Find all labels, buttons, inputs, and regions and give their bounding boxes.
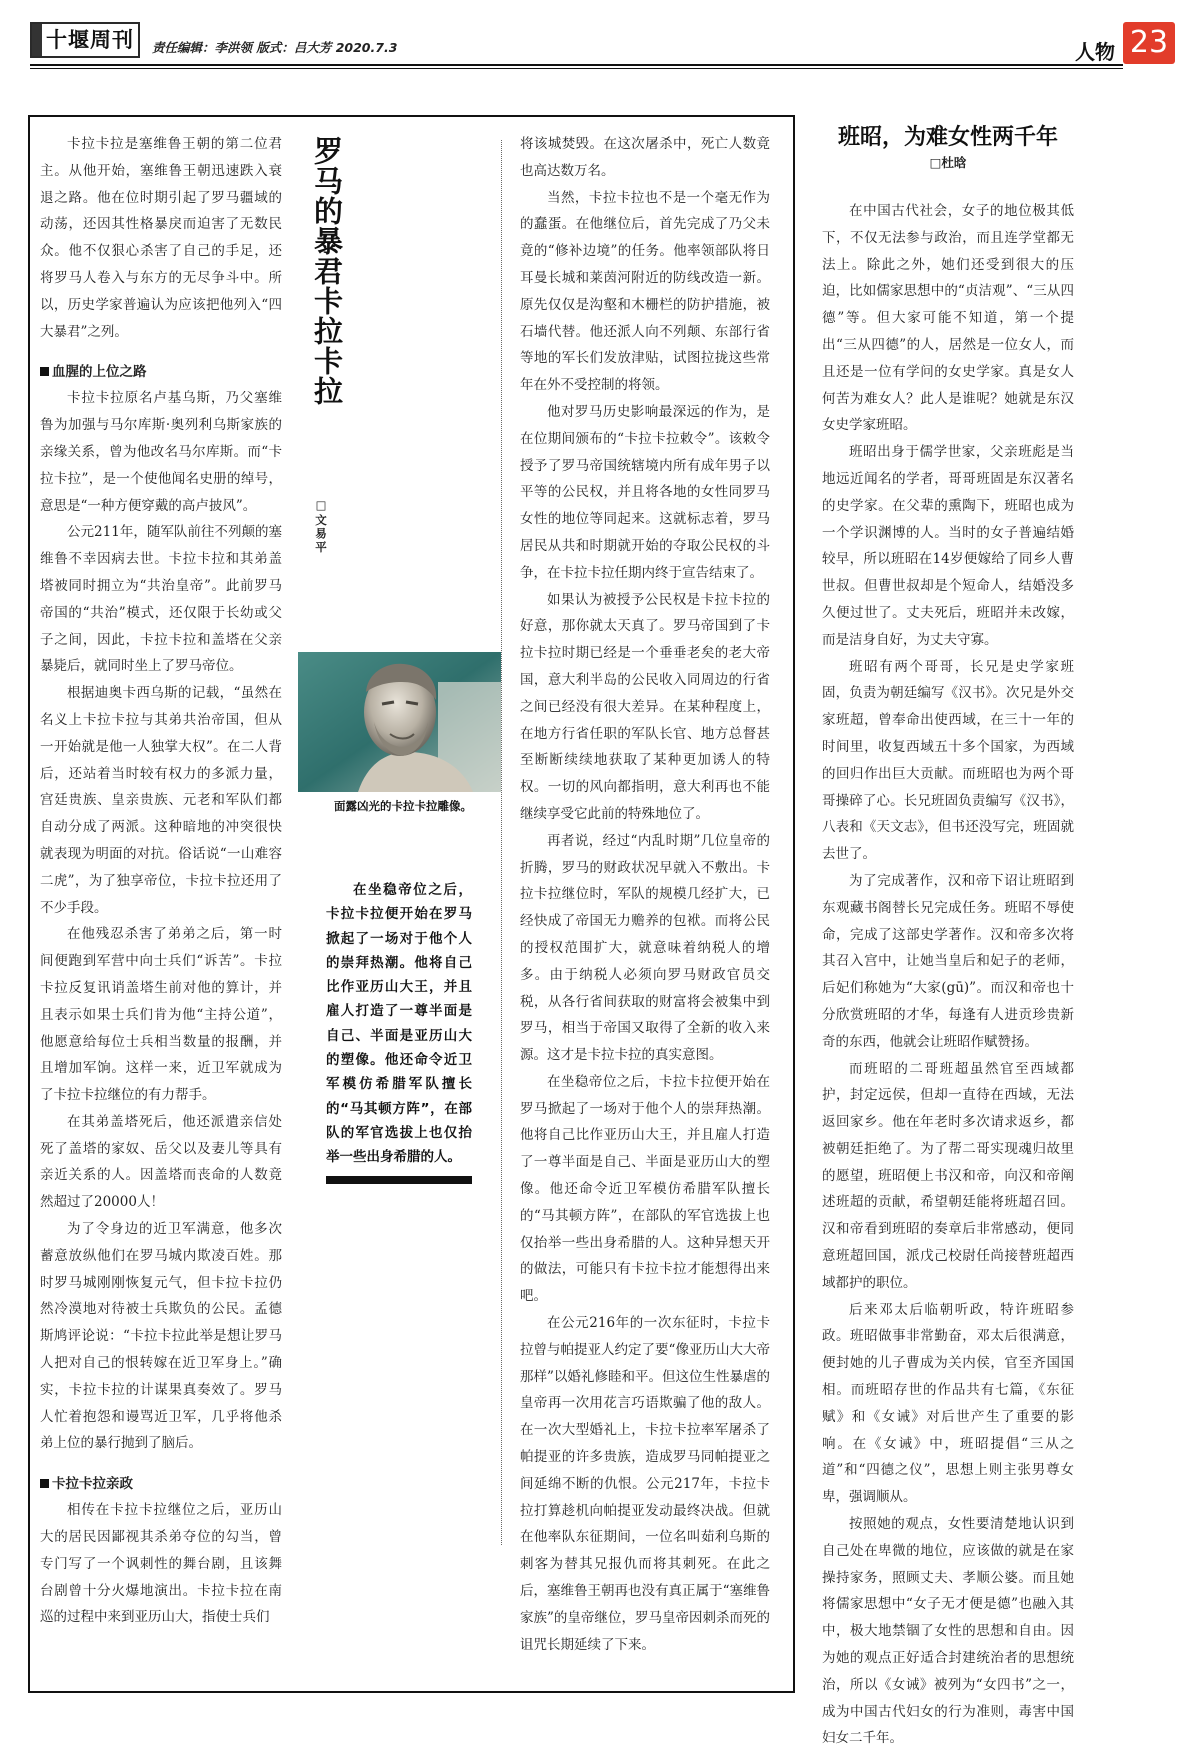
section-heading xyxy=(40,1471,282,1497)
article1-column-3 xyxy=(520,131,770,1658)
paragraph: 卡拉卡拉是塞维鲁王朝的第二位君主。从他开始，塞维鲁王朝迅速跌入衰退之路。他在位时期引起了罗马疆域的动荡，还因其性格暴戾而迫害了无数民众。他不仅狠心杀害了自己的手足，还将罗马人卷入与东方的无尽争斗中。所以，历史学家普遍认为应该把他列入“四大暴君”之列。 xyxy=(40,136,282,340)
article2-title: 班昭，为难女性两千年 xyxy=(837,124,1058,150)
article2-author: □杜晗 xyxy=(929,155,967,170)
paragraph: 相传在卡拉卡拉继位之后，亚历山大的居民因鄙视其杀弟夺位的勾当，曾专门写了一个讽刺性的舞台剧，且该舞台剧曾十分火爆地演出。卡拉卡拉在南巡的过程中来到亚历山大，指使士兵们 xyxy=(40,1502,282,1626)
paragraph: 在中国古代社会，女子的地位极其低下，不仅无法参与政治，而且连学堂都无法上。除此之外，她们还受到很大的压迫，比如儒家思想中的“贞洁观”、“三从四德”等。但大家可能不知道，第一个提出“三从四德”的人，居然是一位女人，而且还是一位有学问的女史学家。真是女人何苦为难女人？此人是谁呢？她就是东汉女史学家班昭。 xyxy=(822,203,1074,434)
article1-title: 罗马的暴君卡拉卡拉 xyxy=(310,136,344,406)
paragraph: 当然，卡拉卡拉也不是一个毫无作为的蠢蛋。在他继位后，首先完成了乃父未竟的“修补边境”的任务。他率领部队将日耳曼长城和莱茵河附近的防线改造一新。原先仅仅是沟壑和木栅栏的防护措施，被石墙代替。他还派人向不列颠、东部行省等地的军长们发放津贴，试图拉拢这些常年在外不受控制的将领。 xyxy=(520,189,770,394)
pull-quote: 在坐稳帝位之后，卡拉卡拉便开始在罗马掀起了一场对于他个人的崇拜热潮。他将自己比作亚历山大王，并且雇人打造了一尊半面是自己、半面是亚历山大的塑像。他还命令近卫军模仿希腊军队擅长的“马其顿方阵”，在部队的军官选拔上也仅抬举一些出身希腊的人。 xyxy=(326,882,472,1166)
section-square-icon xyxy=(40,367,49,376)
paragraph: 再者说，经过“内乱时期”几位皇帝的折腾，罗马的财政状况早就入不敷出。卡拉卡拉继位时，军队的规模几经扩大，已经快成了帝国无力赡养的包袱。而将公民的授权范围扩大，就意味着纳税人的增多。由于纳税人必须向罗马财政官员交税，从各行省间获取的财富将会被集中到罗马，相当于帝国又取得了全新的收入来源。这才是卡拉卡拉的真实意图。 xyxy=(520,832,770,1064)
paragraph: 班昭有两个哥哥，长兄是史学家班固，负责为朝廷编写《汉书》。次兄是外交家班超，曾奉命出使西域，在三十一年的时间里，收复西域五十多个国家，为西域的回归作出巨大贡献。而班昭也为两个哥哥操碎了心。长兄班固负责编写《汉书》，八表和《天文志》，但书还没写完，班固就去世了。 xyxy=(822,658,1074,863)
logo-text: 十堰周刊 xyxy=(46,26,134,52)
section-name: 人物 xyxy=(1075,40,1115,64)
paragraph: 在其弟盖塔死后，他还派遣亲信处死了盖塔的家奴、岳父以及妻儿等具有亲近关系的人。因盖塔而丧命的人数竟然超过了20000人！ xyxy=(40,1113,282,1211)
header-meta: 责任编辑：李洪领 版式：吕大芳 2020.7.3 xyxy=(152,40,398,55)
paragraph: 后来邓太后临朝听政，特许班昭参政。班昭做事非常勤奋，邓太后很满意，便封她的儿子曹成为关内侯，官至齐国国相。而班昭存世的作品共有七篇，《东征赋》和《女诫》对后世产生了重要的影响。在《女诫》中，班昭提倡“三从之道”和“四德之仪”，思想上则主张男尊女卑，强调顺从。 xyxy=(822,1301,1074,1506)
caracalla-statue-photo xyxy=(298,652,501,792)
paragraph: 在他残忍杀害了弟弟之后，第一时间便跑到军营中向士兵们“诉苦”。卡拉卡拉反复讯诮盖塔生前对他的算计，并且表示如果士兵们肯为他“主持公道”，他愿意给每位士兵相当数量的报酬，并且增加军饷。这样一来，近卫军就成为了卡拉卡拉继位的有力帮手。 xyxy=(40,926,282,1104)
paragraph: 如果认为被授予公民权是卡拉卡拉的好意，那你就太天真了。罗马帝国到了卡拉卡拉时期已经是一个垂垂老矣的老大帝国，意大利半岛的公民收入同周边的行省之间已经没有很大差异。在某种程度上，在地方行省任职的军队长官、地方总督甚至断断续续地获取了某种更加诱人的特权。一切的风向都指明，意大利再也不能继续享受它此前的特殊地位了。 xyxy=(520,591,770,822)
paragraph: 在坐稳帝位之后，卡拉卡拉便开始在罗马掀起了一场对于他个人的崇拜热潮。他将自己比作亚历山大王，并且雇人打造了一尊半面是自己、半面是亚历山大的塑像。他还命令近卫军模仿希腊军队擅长的“马其顿方阵”，在部队的军官选拔上也仅抬举一些出身希腊的人。这种异想天开的做法，可能只有卡拉卡拉才能想得出来吧。 xyxy=(520,1073,770,1305)
paragraph: 根据迪奥卡西乌斯的记载，“虽然在名义上卡拉卡拉与其弟共治帝国，但从一开始就是他一人独掌大权”。在二人背后，还站着当时较有权力的多派力量，宫廷贵族、皇亲贵族、元老和军队们都自动分成了两派。这种暗地的冲突很快就表现为明面的对抗。俗话说“一山难容二虎”，为了独享帝位，卡拉卡拉还用了不少手段。 xyxy=(40,685,282,916)
photo-caption: 面露凶光的卡拉卡拉雕像。 xyxy=(334,799,472,813)
paragraph: 按照她的观点，女性要清楚地认识到自己处在卑微的地位，应该做的就是在家操持家务，照顾丈夫、孝顺公婆。而且她将儒家思想中“女子无才便是德”也融入其中，极大地禁锢了女性的思想和自由。因为她的观点正好适合封建统治者的思想统治，所以《女诫》被列为“女四书”之一，成为中国古代妇女的行为准则，毒害中国妇女二千年。 xyxy=(822,1516,1074,1747)
paragraph: 卡拉卡拉原名卢基乌斯，乃父塞维鲁为加强与马尔库斯·奥列利乌斯家族的亲缘关系，曾为他改名马尔库斯。而“卡拉卡拉”，是一个使他闻名史册的绰号，意思是“一种方便穿戴的高卢披风”。 xyxy=(40,390,282,514)
page-header xyxy=(30,22,1175,68)
page-number: 23 xyxy=(1123,22,1175,64)
header-rule xyxy=(30,64,1123,66)
paragraph: 在公元216年的一次东征时，卡拉卡拉曾与帕提亚人约定了要“像亚历山大大帝那样”以婚礼修睦和平。但这位生性暴虐的皇帝再一次用花言巧语欺骗了他的敌人。在一次大型婚礼上，卡拉卡拉率军屠杀了帕提亚的许多贵族，造成罗马同帕提亚之间延绵不断的仇恨。公元217年，卡拉卡拉打算趁机向帕提亚发动最终决战。但就在他率队东征期间，一位名叫茹利乌斯的刺客为替其兄报仇而将其刺死。在此之后，塞维鲁王朝再也没有真正属于“塞维鲁家族”的皇帝继位，罗马皇帝因刺杀而死的诅咒长期延续了下来。 xyxy=(520,1315,770,1653)
header-rule-thin xyxy=(30,68,1123,69)
paragraph: 将该城焚毁。在这次屠杀中，死亡人数竟也高达数万名。 xyxy=(520,136,770,179)
statue-image xyxy=(298,652,501,792)
section-heading-text: 血腥的上位之路 xyxy=(52,364,147,381)
section-square-icon xyxy=(40,1479,49,1488)
paragraph: 他对罗马历史影响最深远的作为，是在位期间颁布的“卡拉卡拉敕令”。该敕令授予了罗马帝国统辖境内所有成年男子以平等的公民权，并且将各地的女性同罗马女性的地位等同起来。这就标志着，罗马居民从共和时期就开始的夺取公民权的斗争，在卡拉卡拉任期内终于宣告结束了。 xyxy=(520,403,770,581)
column-divider xyxy=(501,140,502,1545)
paragraph: 公元211年，随军队前往不列颠的塞维鲁不幸因病去世。卡拉卡拉和其弟盖塔被同时拥立为“共治皇帝”。此前罗马帝国的“共治”模式，还仅限于长幼或父子之间，因此，卡拉卡拉和盖塔在父亲暴毙后，就同时坐上了罗马帝位。 xyxy=(40,524,282,675)
newspaper-logo xyxy=(30,22,140,58)
logo-bar-icon xyxy=(32,24,42,56)
article1-column-1 xyxy=(40,131,282,1631)
paragraph: 班昭出身于儒学世家，父亲班彪是当地远近闻名的学者，哥哥班固是东汉著名的史学家。在父辈的熏陶下，班昭也成为一个学识渊博的人。当时的女子普遍结婚较早，所以班昭在14岁便嫁给了同乡人曹世叔。但曹世叔却是个短命人，结婚没多久便过世了。丈夫死后，班昭并未改嫁，而是洁身自好，为丈夫守寡。 xyxy=(822,444,1074,648)
article1-author: □文易平 xyxy=(314,498,328,555)
paragraph: 为了令身边的近卫军满意，他多次蓄意放纵他们在罗马城内欺凌百姓。那时罗马城刚刚恢复元气，但卡拉卡拉仍然冷漠地对待被士兵欺负的公民。孟德斯鸠评论说：“卡拉卡拉此举是想让罗马人把对自己的恨转嫁在近卫军身上。”确实，卡拉卡拉的计谋果真奏效了。罗马人忙着抱怨和谩骂近卫军，几乎将他杀弟上位的暴行抛到了脑后。 xyxy=(40,1221,282,1452)
paragraph: 而班昭的二哥班超虽然官至西域都护，封定远侯，但却一直待在西域，无法返回家乡。他在年老时多次请求返乡，都被朝廷拒绝了。为了帮二哥实现魂归故里的愿望，班昭便上书汉和帝，向汉和帝阐述班超的贡献，希望朝廷能将班超召回。汉和帝看到班昭的奏章后非常感动，便同意班超回国，派戊己校尉任尚接替班超西域都护的职位。 xyxy=(822,1060,1074,1291)
article2-body xyxy=(822,198,1074,1752)
section-heading-text: 卡拉卡拉亲政 xyxy=(52,1476,133,1493)
pull-quote-bar xyxy=(326,1176,472,1184)
paragraph: 为了完成著作，汉和帝下诏让班昭到东观藏书阁替长兄完成任务。班昭不辱使命，完成了这部史学著作。汉和帝多次将其召入宫中，让她当皇后和妃子的老师，后妃们称她为“大家(gū)”。而汉和帝也十分欣赏班昭的才华，每逢有人进贡珍贵新奇的东西，他就会让班昭作赋赞扬。 xyxy=(822,872,1074,1050)
section-heading xyxy=(40,359,282,385)
